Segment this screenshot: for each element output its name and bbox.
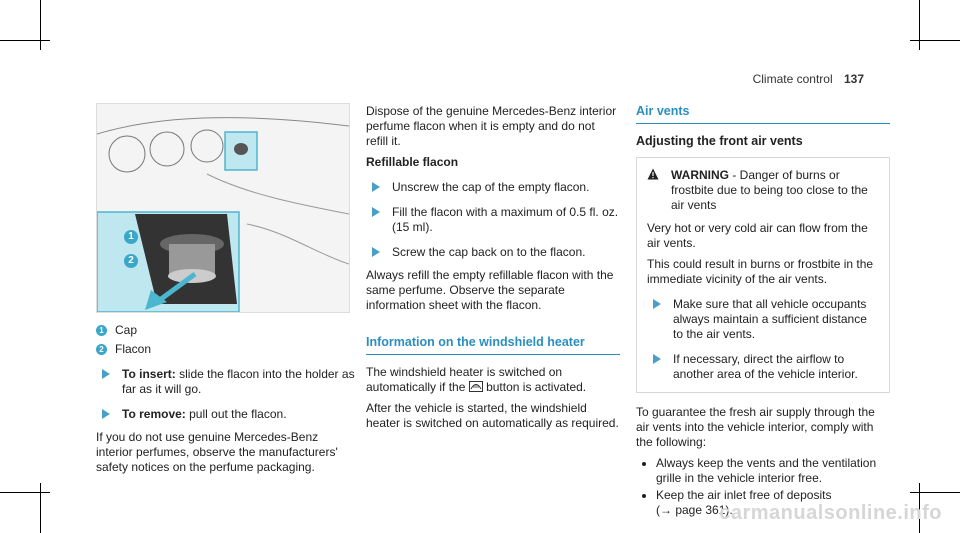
warning-text-2: This could result in burns or frostbite in the immediate vicinity of the air vents. — [647, 257, 874, 286]
caption-text: Flacon — [115, 342, 152, 356]
step-arrow-icon — [653, 354, 661, 364]
front-vents-heading: Adjusting the front air vents — [636, 134, 803, 148]
dispose-paragraph: Dispose of the genuine Mercedes-Benz interior perfume flacon when it is empty and do not refill it. — [366, 104, 617, 148]
crop-mark — [919, 0, 920, 50]
warning-title: - Danger of burns or frostbite due to being too close to the air vents — [671, 168, 868, 212]
caption-number: 1 — [96, 325, 107, 336]
bullet-icon — [642, 494, 646, 498]
page-reference-link[interactable]: (→ page 361). — [656, 503, 733, 517]
crop-mark — [0, 40, 50, 41]
air-vents-heading: Air vents — [636, 104, 890, 124]
windshield-heater-icon — [469, 381, 483, 392]
crop-mark — [910, 40, 960, 41]
safety-paragraph: If you do not use genuine Mercedes-Benz interior perfumes, observe the manufacturers' safety notices on the perfume packaging. — [96, 430, 338, 474]
heater-paragraph-1 — [366, 365, 620, 395]
list-item — [636, 456, 890, 486]
bullet-text: Keep the air inlet free of deposits — [656, 488, 832, 502]
step-unscrew — [366, 180, 620, 195]
warning-step-2 — [647, 352, 879, 382]
warning-step-1 — [647, 297, 879, 342]
page-header — [753, 72, 864, 86]
left-column — [96, 323, 356, 481]
callout-1: 1 — [124, 230, 138, 244]
bullet-icon — [642, 462, 646, 466]
watermark: carmanualsonline.info — [719, 502, 942, 524]
step-fill — [366, 205, 620, 235]
refill-heading: Refillable flacon — [366, 155, 459, 169]
heater-text-b: button is activated. — [486, 380, 587, 394]
step-arrow-icon — [653, 299, 661, 309]
warning-header — [647, 168, 879, 213]
step-text: Fill the flacon with a maximum of 0.5 fl. oz. (15 ml). — [392, 205, 619, 234]
step-text: If necessary, direct the airflow to another area of the vehicle interior. — [673, 352, 858, 381]
crop-mark — [0, 492, 50, 493]
warning-text-1: Very hot or very cold air can flow from the air vents. — [647, 221, 868, 250]
step-text: pull out the flacon. — [185, 407, 287, 421]
warning-box — [636, 157, 890, 393]
step-remove — [96, 407, 356, 422]
step-screw — [366, 245, 620, 260]
crop-mark — [40, 483, 41, 533]
callout-2: 2 — [124, 254, 138, 268]
warning-triangle-icon — [647, 168, 659, 180]
page-number: 137 — [843, 72, 864, 86]
step-arrow-icon — [372, 247, 380, 257]
caption-text: Cap — [115, 323, 138, 337]
caption-flacon — [96, 342, 356, 357]
caption-cap — [96, 323, 356, 338]
crop-mark — [40, 0, 41, 50]
step-arrow-icon — [372, 182, 380, 192]
dashboard-illustration — [97, 104, 349, 312]
step-arrow-icon — [102, 409, 110, 419]
section-title: Climate control — [752, 72, 833, 86]
middle-column — [366, 104, 620, 437]
step-text: Screw the cap back on to the flacon. — [392, 245, 586, 259]
bullet-text: Always keep the vents and the ventilation grille in the vehicle interior free. — [656, 456, 877, 485]
heater-heading: Information on the windshield heater — [366, 335, 620, 355]
warning-label: WARNING — [671, 168, 729, 182]
step-label: To insert: — [122, 367, 176, 381]
perfume-holder-figure — [96, 103, 350, 313]
step-arrow-icon — [372, 207, 380, 217]
step-label: To remove: — [122, 407, 186, 421]
step-text: Make sure that all vehicle occupants always maintain a sufficient distance to the air vents. — [673, 297, 867, 341]
fresh-air-paragraph: To guarantee the fresh air supply through the air vents into the vehicle interior, comply with the following: — [636, 405, 875, 449]
refill-paragraph: Always refill the empty refillable flacon with the same perfume. Observe the separate information sheet with the flacon. — [366, 268, 614, 312]
step-text: slide the flacon into the holder as far as it will go. — [122, 367, 355, 396]
heater-text-a: The windshield heater is switched on automatically if the — [366, 365, 563, 394]
step-text: Unscrew the cap of the empty flacon. — [392, 180, 590, 194]
caption-number: 2 — [96, 344, 107, 355]
crop-mark — [910, 492, 960, 493]
heater-paragraph-2: After the vehicle is started, the windshield heater is switched on automatically as required. — [366, 401, 619, 430]
step-arrow-icon — [102, 369, 110, 379]
step-insert — [96, 367, 356, 397]
right-column — [636, 104, 890, 520]
